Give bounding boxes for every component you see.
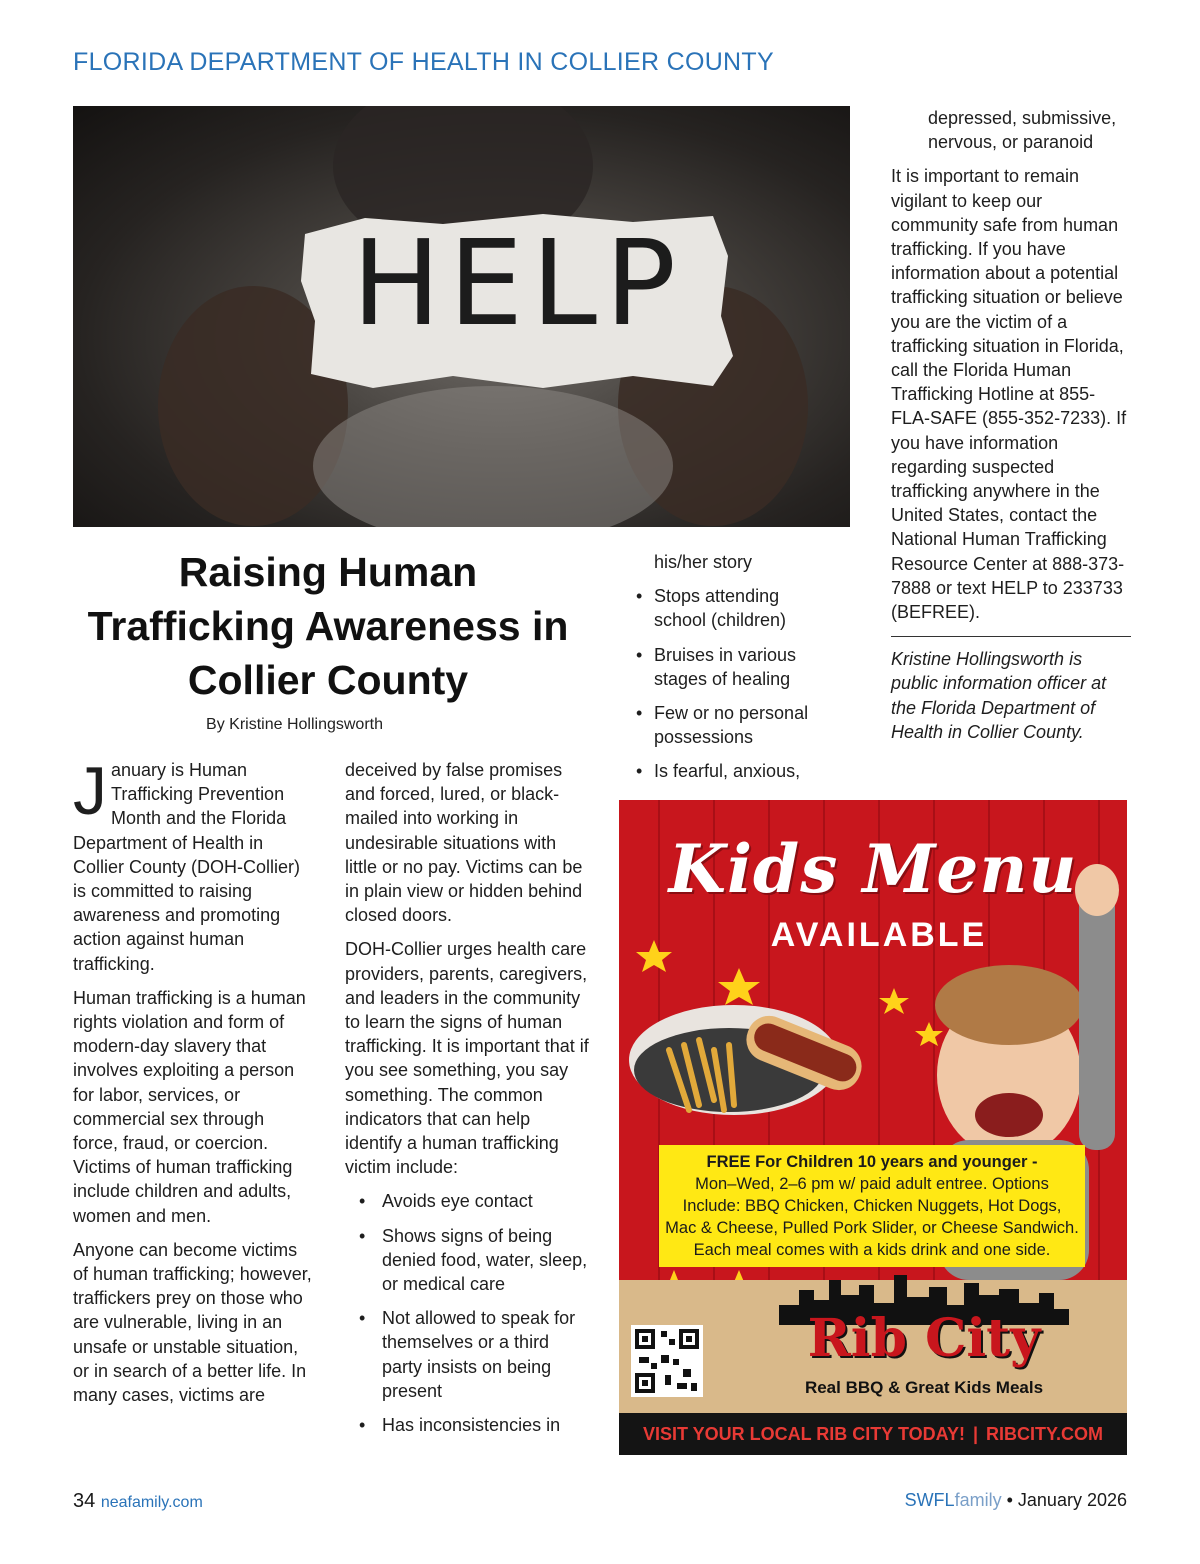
paragraph-2: Human trafficking is a human rights violation and form of modern-day slavery that involves exploiting a person for labor, services, or commercial sex through force, fraud, or coercion. Victims of human trafficking include children and adults, women and men. bbox=[73, 987, 306, 1226]
list-item: • Shows signs of being denied food, water, sleep, or medical care bbox=[345, 1224, 590, 1297]
list-item: • Stops attending school (children) bbox=[636, 584, 836, 632]
paragraph-3-continued: deceived by false promises and forced, lured, or black-mailed into working in undesirable situations with little or no pay. Victims can be in plain view or hidden behind closed doors. bbox=[345, 760, 583, 926]
footer-right bbox=[905, 1490, 1127, 1511]
offer-line: Mon–Wed, 2–6 pm w/ paid adult entree. Options bbox=[695, 1175, 1049, 1193]
list-item: • Is fearful, anxious, bbox=[636, 759, 836, 783]
footer-left bbox=[73, 1490, 203, 1513]
ad-cta-bar[interactable] bbox=[619, 1413, 1127, 1455]
article-title: Raising Human Trafficking Awareness in Collier County bbox=[87, 549, 569, 703]
offer-line: Mac & Cheese, Pulled Pork Slider, or Cheese Sandwich. bbox=[665, 1219, 1079, 1237]
list-item: • Few or no personal possessions bbox=[636, 701, 836, 749]
indicator-list-1 bbox=[345, 1189, 590, 1437]
help-sign-photo bbox=[73, 106, 850, 527]
intro-paragraph: January is Human Trafficking Prevention Month and the Florida Department of Health in Collier County (DOH-Collier) is committed to raising awareness and promoting action against human trafficking. bbox=[73, 753, 301, 974]
indicator-list-2 bbox=[636, 584, 836, 783]
section-header: FLORIDA DEPARTMENT OF HEALTH IN COLLIER COUNTY bbox=[73, 48, 774, 76]
paragraph-4: DOH-Collier urges health care providers, parents, caregivers, and leaders in the community to learn the signs of human trafficking. It is important that if you see something, you say something. The common indicators that can help identify a human trafficking victim include: bbox=[345, 939, 589, 1178]
kids-menu-heading: Kids Menu bbox=[668, 830, 1078, 908]
cta-text: VISIT YOUR LOCAL RIB CITY TODAY! bbox=[642, 1424, 965, 1444]
divider bbox=[891, 636, 1131, 637]
article-column-1 bbox=[73, 753, 313, 1417]
drop-cap: J bbox=[73, 753, 107, 829]
byline: By Kristine Hollingsworth bbox=[206, 716, 383, 733]
list-item: • Has inconsistencies in bbox=[345, 1413, 590, 1437]
help-sign-text: HELP bbox=[351, 214, 685, 352]
list-item-continued: his/her story bbox=[654, 552, 753, 572]
magazine-name-swfl: SWFL bbox=[904, 1490, 955, 1510]
rib-city-advertisement[interactable] bbox=[619, 800, 1127, 1455]
article-column-4 bbox=[891, 106, 1131, 754]
offer-headline: FREE For Children 10 years and younger - bbox=[706, 1153, 1038, 1171]
article-column-2 bbox=[345, 758, 590, 1447]
issue-date: • January 2026 bbox=[1006, 1490, 1127, 1510]
list-item: • Not allowed to speak for themselves or a third party insists on being present bbox=[345, 1306, 590, 1403]
available-label: AVAILABLE bbox=[770, 916, 988, 954]
qr-code-icon[interactable] bbox=[631, 1325, 703, 1397]
author-bio: Kristine Hollingsworth is public information officer at the Florida Department of Health in Collier County. bbox=[891, 649, 1107, 742]
magazine-name-family: family bbox=[954, 1490, 1002, 1510]
list-item: • Avoids eye contact bbox=[345, 1189, 590, 1213]
website-link[interactable]: neafamily.com bbox=[100, 1494, 203, 1511]
ad-tagline: Real BBQ & Great Kids Meals bbox=[804, 1378, 1044, 1397]
rib-city-logo: Rib City bbox=[807, 1308, 1041, 1369]
cta-separator: | bbox=[973, 1424, 979, 1444]
offer-box bbox=[659, 1145, 1085, 1267]
paragraph-3: Anyone can become victims of human trafficking; however, traffickers prey on those who are vulnerable, living in an unsafe or unstable situation, or in search of a better life. In many cases, victims are bbox=[73, 1239, 312, 1406]
paragraph-5: It is important to remain vigilant to keep our community safe from human trafficking. If you have information about a potential trafficking situation or believe you are the victim of a trafficking situation in Florida, call the Florida Human Trafficking Hotline at 855-FLA-SAFE (855-352-7233). If you have information regarding suspected trafficking anywhere in the United States, contact the National Human Trafficking Resource Center at 888-373-7888 or text HELP to 233733 (BEFREE). bbox=[891, 166, 1127, 623]
article-column-3 bbox=[636, 550, 836, 794]
page-number: 34 bbox=[73, 1490, 96, 1512]
website-link[interactable]: RIBCITY.COM bbox=[986, 1424, 1104, 1444]
list-item-continued: depressed, submissive, nervous, or paranoid bbox=[928, 108, 1117, 153]
offer-line: Include: BBQ Chicken, Chicken Nuggets, Hot Dogs, bbox=[682, 1197, 1062, 1215]
offer-line: Each meal comes with a kids drink and one side. bbox=[693, 1241, 1051, 1259]
list-item: • Bruises in various stages of healing bbox=[636, 643, 836, 691]
